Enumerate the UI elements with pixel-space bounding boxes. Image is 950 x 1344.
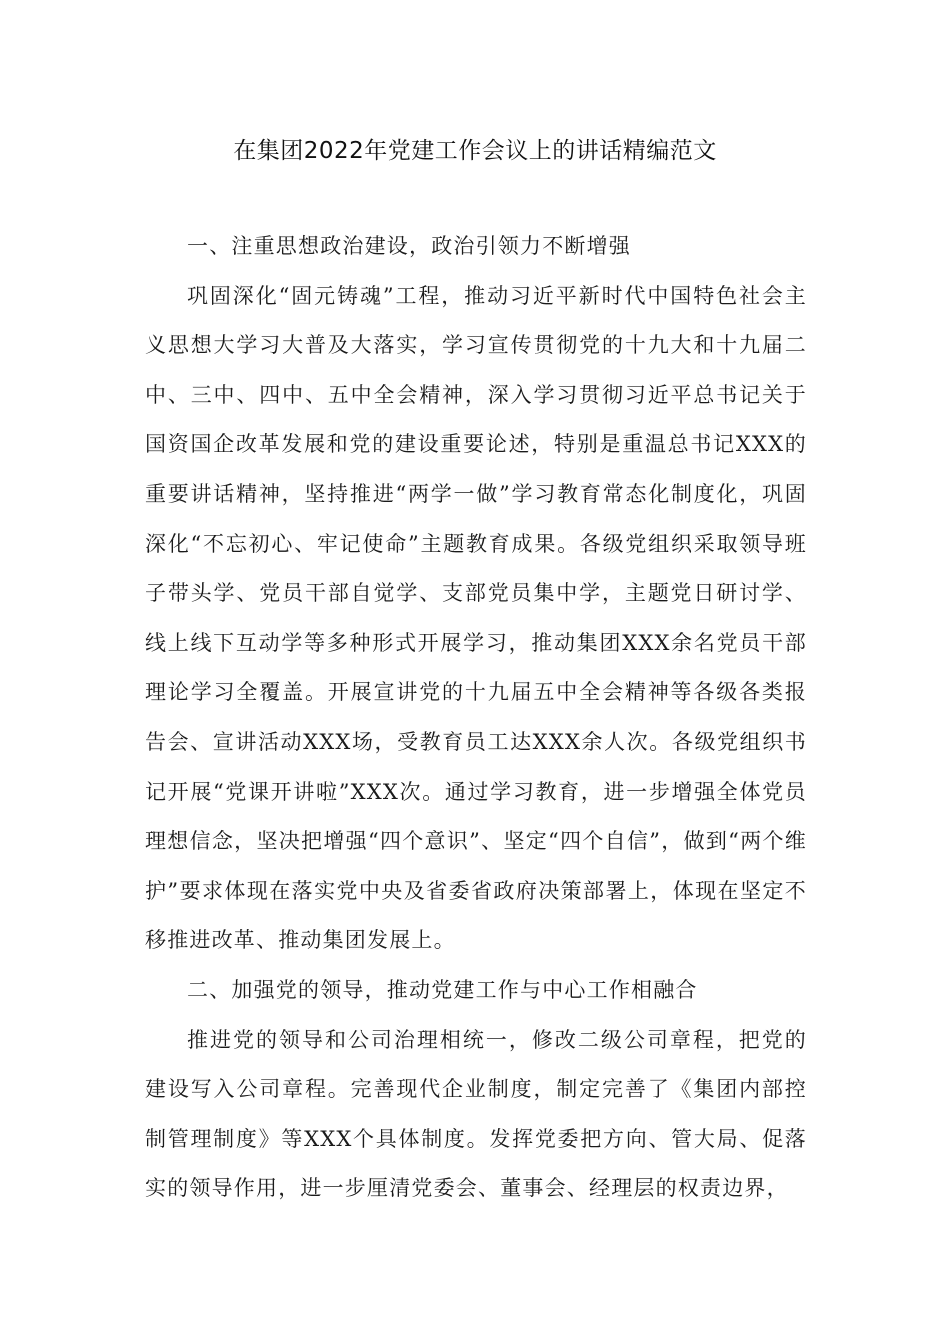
document-body [145,222,807,1214]
section-heading-1: 一、注重思想政治建设，政治引领力不断增强 [187,234,631,258]
body-paragraph-1: 巩固深化“固元铸魂”工程，推动习近平新时代中国特色社会主义思想大学习大普及大落实，学习宣传贯彻党的十九大和十九届二中、三中、四中、五中全会精神，深入学习贯彻习近平总书记关于国资国企改革发展和党的建设重要论述，特别是重温总书记XXX的重要讲话精神，坚持推进“两学一做”学习教育常态化制度化，巩固深化“不忘初心、牢记使命”主题教育成果。各级党组织采取领导班子带头学、党员干部自觉学、支部党员集中学，主题党日研讨学、线上线下互动学等多种形式开展学习，推动集团XXX余名党员干部理论学习全覆盖。开展宣讲党的十九届五中全会精神等各级各类报告会、宣讲活动XXX场，受教育员工达XXX余人次。各级党组织书记开展“党课开讲啦”XXX次。通过学习教育，进一步增强全体党员理想信念，坚决把增强“四个意识”、坚定“四个自信”，做到“两个维护”要求体现在落实党中央及省委省政府决策部署上，体现在坚定不移推进改革、推动集团发展上。 [145,283,807,953]
document-title: 在集团2022年党建工作会议上的讲话精编范文 [233,138,717,164]
body-paragraph-2: 推进党的领导和公司治理相统一，修改二级公司章程，把党的建设写入公司章程。完善现代企业制度，制定完善了《集团内部控制管理制度》等XXX个具体制度。发挥党委把方向、管大局、促落实的领导作用，进一步厘清党委会、董事会、经理层的权责边界， [145,1027,807,1201]
section-heading-2: 二、加强党的领导，推动党建工作与中心工作相融合 [187,977,698,1002]
